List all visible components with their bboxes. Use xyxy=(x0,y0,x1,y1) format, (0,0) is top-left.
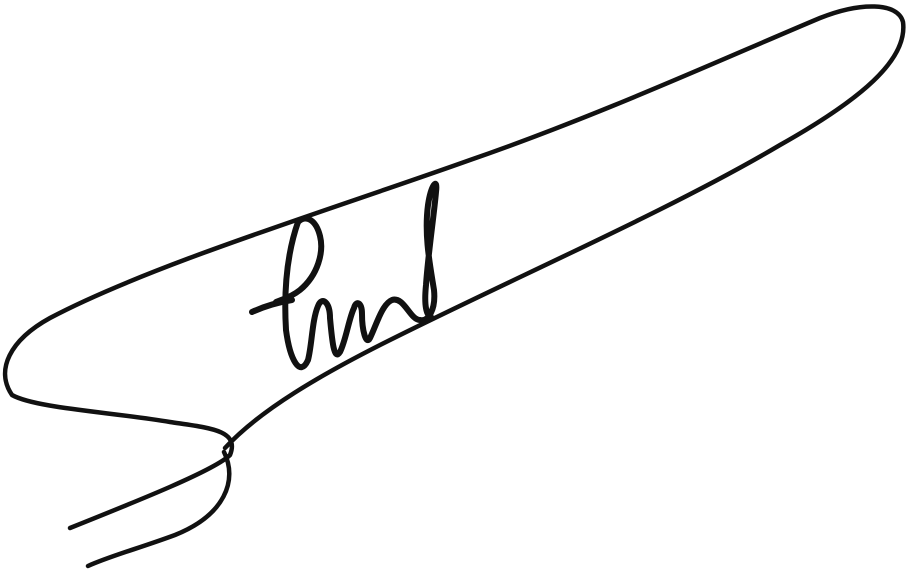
signature-initial-ascender xyxy=(420,184,436,320)
signature-initial-mark xyxy=(252,222,420,367)
signature-flourish-loop xyxy=(5,6,903,528)
